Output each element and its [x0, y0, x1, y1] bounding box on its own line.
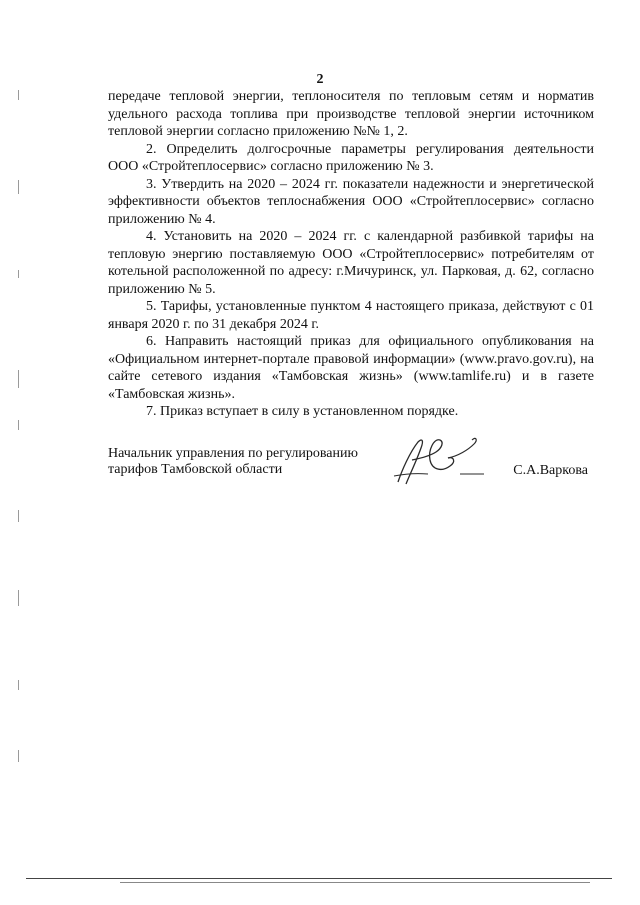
signer-title-line-2: тарифов Тамбовской области: [108, 462, 283, 477]
paragraph-item-4: 4. Установить на 2020 – 2024 гг. с календарной разбивкой тарифы на тепловую энергию поставляемую ООО «Стройтеплосервис» потребителям от котельной расположенной по адресу: г.Мичуринск, ул. Парковая, д. 62, согласно приложению № 5.: [108, 229, 594, 297]
handwritten-signature-icon: [388, 430, 498, 490]
page-number: 2: [316, 72, 324, 87]
signer-title-line-1: Начальник управления по регулированию: [108, 446, 358, 461]
signer-name: С.А.Варкова: [513, 463, 588, 478]
document-body: [108, 88, 594, 421]
paragraph-continuation: передаче тепловой энергии, теплоносителя по тепловым сетям и норматив удельного расхода топлива при производстве тепловой энергии источником тепловой энергии согласно приложению №№ 1, 2.: [108, 89, 594, 139]
scan-margin-marks: [18, 90, 22, 770]
paragraph-item-2: 2. Определить долгосрочные параметры регулирования деятельности ООО «Стройтеплосервис» согласно приложению № 3.: [108, 141, 594, 174]
paragraph-item-7: 7. Приказ вступает в силу в установленном порядке.: [146, 404, 459, 419]
signature-block: [108, 446, 594, 496]
bottom-scan-line: [26, 878, 612, 879]
paragraph-item-3: 3. Утвердить на 2020 – 2024 гг. показатели надежности и энергетической эффективности объектов теплоснабжения ООО «Стройтеплосервис» согласно приложению № 4.: [108, 176, 594, 227]
paragraph-item-5: 5. Тарифы, установленные пунктом 4 настоящего приказа, действуют с 01 января 2020 г. по 31 декабря 2024 г.: [108, 299, 594, 332]
signer-title: [108, 446, 408, 478]
bottom-scan-line-secondary: [120, 882, 590, 883]
paragraph-item-6: 6. Направить настоящий приказ для официального опубликования на «Официальном интернет-портале правовой информации» (www.pravo.gov.ru), на сайте сетевого издания «Тамбовская жизнь» (www.tamlife.ru) и в газете «Тамбовская жизнь».: [108, 334, 594, 402]
